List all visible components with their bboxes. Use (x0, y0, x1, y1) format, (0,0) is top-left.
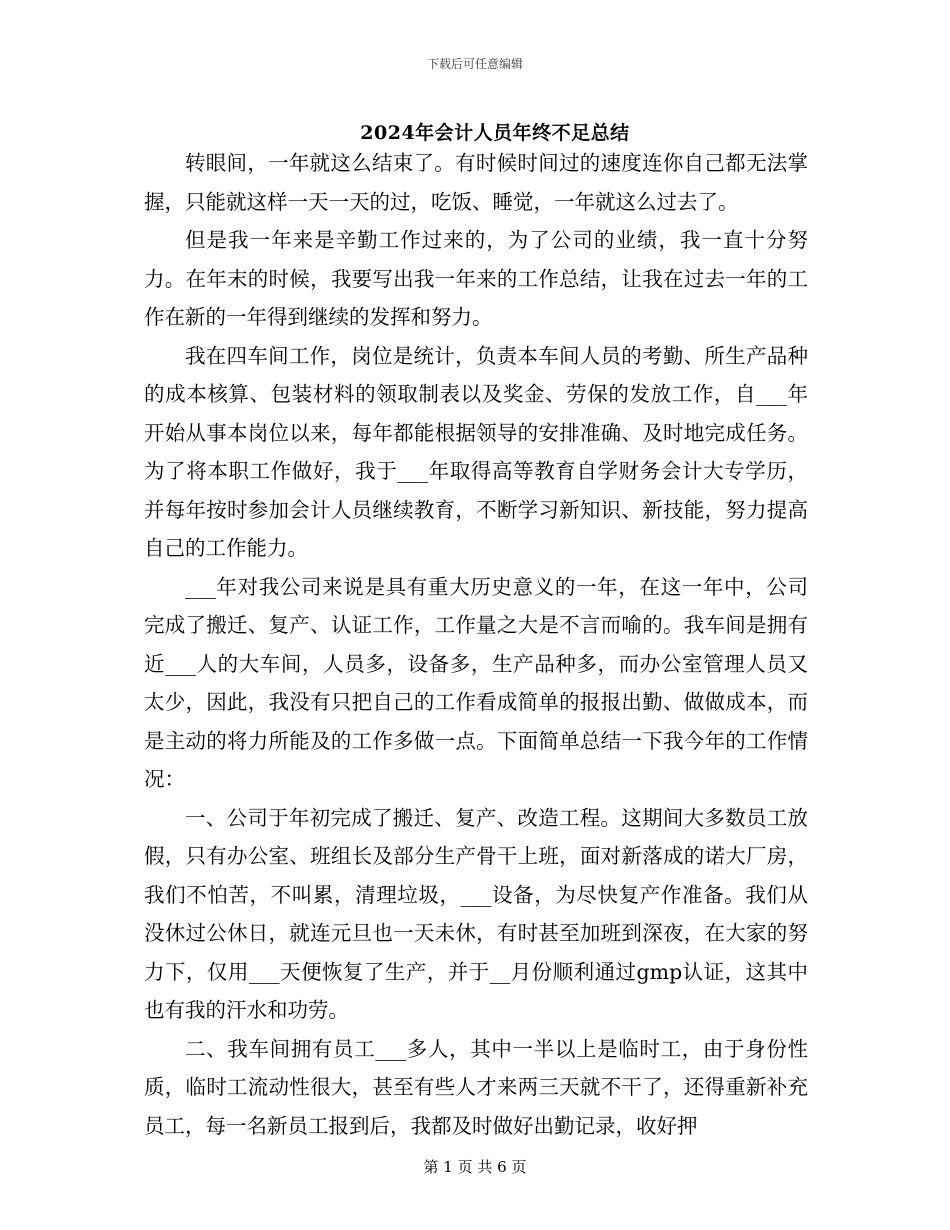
paragraph-6: 二、我车间拥有员工___多人，其中一半以上是临时工，由于身份性质，临时工流动性很大，甚至有些人才来两三天就不干了，还得重新补充员工，每一名新员工报到后，我都及时做好出勤记录，收好押 (144, 1036, 808, 1138)
document-body (144, 144, 808, 1145)
page-header-note: 下载后可任意编辑 (426, 57, 523, 71)
paragraph-1: 转眼间，一年就这么结束了。有时候时间过的速度连你自己都无法掌握，只能就这样一天一天的过，吃饭、睡觉，一年就这么过去了。 (144, 151, 808, 214)
page-footer-number: 第 1 页 共 6 页 (423, 1158, 527, 1176)
paragraph-2: 但是我一年来是辛勤工作过来的，为了公司的业绩，我一直十分努力。在年末的时候，我要写出我一年来的工作总结，让我在过去一年的工作在新的一年得到继续的发挥和努力。 (144, 228, 808, 329)
paragraph-3: 我在四车间工作，岗位是统计，负责本车间人员的考勤、所生产品种的成本核算、包装材料的领取制表以及奖金、劳保的发放工作，自___年开始从事本岗位以来，每年都能根据领导的安排准确、及时地完成任务。为了将本职工作做好，我于___年取得高等教育自学财务会计大专学历，并每年按时参加会计人员继续教育，不断学习新知识、新技能，努力提高自己的工作能力。 (144, 343, 808, 560)
paragraph-5: 一、公司于年初完成了搬迁、复产、改造工程。这期间大多数员工放假，只有办公室、班组长及部分生产骨干上班，面对新落成的诺大厂房，我们不怕苦，不叫累，清理垃圾，___设备，为尽快复产作准备。我们从没休过公休日，就连元旦也一天未休，有时甚至加班到深夜，在大家的努力下，仅用___天便恢复了生产，并于__月份顺利通过gmp认证，这其中也有我的汗水和功劳。 (144, 805, 808, 1022)
paragraph-4: ___年对我公司来说是具有重大历史意义的一年，在这一年中，公司完成了搬迁、复产、认证工作，工作量之大是不言而喻的。我车间是拥有近___人的大车间，人员多，设备多，生产品种多，而办公室管理人员又太少，因此，我没有只把自己的工作看成简单的报报出勤、做做成本，而是主动的将力所能及的工作多做一点。下面简单总结一下我今年的工作情况： (144, 574, 808, 791)
document-title: 2024年会计人员年终不足总结 (360, 122, 630, 144)
